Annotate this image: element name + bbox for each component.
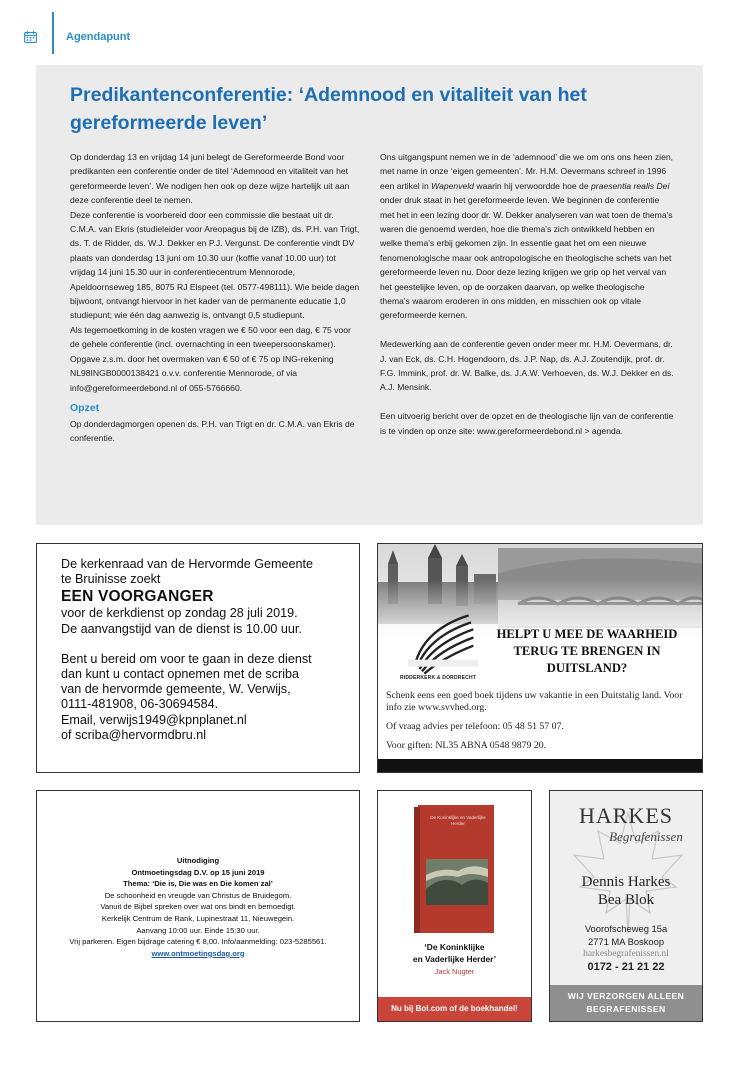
paragraph: Opgave z.s.m. door het overmaken van € 50 of € 75 op ING-rekening NL98INGB0000138421 o.v.v. conferentie Mennorode, of via info@gereformeerdebond.nl of 055-5766660. [70, 353, 334, 393]
article-column-left [70, 150, 360, 446]
ad-headline: HELPT U MEE DE WAARHEID TERUG TE BRENGEN IN DUITSLAND? [496, 627, 678, 675]
italic-term: praesentia realis Dei [591, 180, 670, 191]
calendar-icon [24, 31, 37, 43]
invitation-ad [36, 790, 360, 1022]
section-label: Agendapunt [66, 31, 131, 43]
subheading-opzet: Opzet [70, 401, 100, 414]
ad-line: van de hervormde gemeente, W. Verwijs, [61, 682, 291, 697]
ad-line: Schenk eens een goed boek tijdens uw vakantie in een Duitstalig land. Voor info zie www.svvhed.org. [386, 690, 683, 713]
invite-line: Thema: ‘Die is, Die was en Die komen zal’ [123, 879, 273, 889]
harkes-ad [549, 790, 703, 1022]
invite-line: Uitnodiging [176, 856, 220, 865]
brand-subtitle: Begrafenissen [609, 829, 683, 844]
invite-line: Vanuit de Bijbel spreken over wat ons bindt en bemoedigt. [100, 902, 296, 912]
article-title: Predikantenconferentie: ‘Ademnood en vitaliteit van het gereformeerde leven’ [70, 84, 587, 134]
paragraph: Ons uitgangspunt nemen we in de ‘ademnood’ die we om ons ons heen zien, met name in onze ‘eigen gemeenten’. Mr. H.M. Oevermans schreef in 1996 een artikel in Wapenveld waarin hij verwoordde hoe de praesentia realis Dei onder druk staat in het gereformeerde leven. We beginnen de conferentie met het in een lezing door dr. W. Dekker analyseren van wat toen de thema's waren die genoemd werden, hoe die thema's zich ontwikkeld hebben en welke thema's erbij gekomen zijn. In essentie gaat het om een nieuwe fenomenologische maar ook antropologische en theologische schets van het gereformeerde leven nu. Door deze lezing krijgen we grip op het verval van het geestelijke leven, op de oorzaken daarvan, op welke theologische thema's waarom eroderen in ons midden, en misschien ook op vitale gereformeerde kernen. [380, 152, 674, 321]
ad-line: 0111-481908, 06-30694584. [61, 697, 219, 712]
contact-names: Dennis Harkes Bea Blok [581, 874, 671, 908]
footer-bar [378, 759, 703, 772]
book-cover-title: De Koninklijke en Vaderlijke Herder [430, 815, 486, 826]
book-author: Jack Nugter [434, 967, 475, 976]
buy-banner[interactable]: Nu bij Bol.com of de boekhandel! [378, 997, 531, 1021]
ad-line: De aanvangstijd van de dienst is 10.00 uur. [61, 621, 302, 636]
ad-email[interactable]: Email, verwijs1949@kpnplanet.nl [61, 712, 247, 727]
invite-line: Aanvang 10:00 uur. Einde 15:30 uur. [136, 925, 260, 935]
brand-name: HARKES [578, 803, 673, 828]
invite-line: Vrij parkeren. Eigen bijdrage catering € 8,00. Info/aanmelding: 023-5285561. [69, 937, 327, 947]
ad-line: te Bruinisse zoekt [61, 572, 161, 587]
svvhed-ad [377, 543, 703, 773]
vacancy-ad [36, 543, 360, 773]
paragraph: Deze conferentie is voorbereid door een commissie die bestaat uit dr. C.M.A. van Ekris (studieleider voor Areopagus bij de IZB), ds. P.H. van Trigt, ds. T. de Ridder, ds. W.J. Dekker en P.J. Vergunst. De conferentie vindt DV plaats van donderdag 13 juni om 10.30 uur (koffie vanaf 10.00 uur) tot vrijdag 14 juni 15.30 uur in conferentiecentrum Mennorode, Apeldoornseweg 185, 8075 RJ Elspeet (tel. 0577-498111). Wie beide dagen bijwoont, ontvangt hiervoor in het kader van de permanente educatie 1,0 studiepunt; wie één dag aanwezig is, ontvangt 0,5 studiepunt. [70, 209, 360, 321]
ad-line: dan kunt u contact opnemen met de scriba [61, 667, 300, 682]
header-divider [52, 12, 54, 54]
ad-line: Of vraag advies per telefoon: 05 48 51 57 07. [386, 721, 564, 732]
paragraph: Op donderdag 13 en vrijdag 14 juni belegt de Gereformeerde Bond voor predikanten een conferentie onder de titel ‘Ademnood en vitaliteit van het gereformeerde leven’. We nodigen hen ook op deze wijze hartelijk uit aan deze conferentie deel te nemen. [70, 152, 350, 206]
svvhed-logo [408, 606, 478, 676]
website-link[interactable]: www.ontmoetingsdag.org [151, 948, 245, 958]
phone-number[interactable]: 0172 - 21 21 22 [587, 961, 665, 973]
invite-line: Kerkelijk Centrum de Rank, Lupinestraat 11, Nieuwegein. [101, 913, 295, 923]
ad-headline: EEN VOORGANGER [61, 588, 214, 606]
ad-line: voor de kerkdienst op zondag 28 juli 2019. [61, 606, 298, 621]
paragraph: Op donderdagmorgen openen ds. P.H. van Trigt en dr. C.M.A. van Ekris de conferentie. [70, 418, 355, 444]
paragraph: Als tegemoetkoming in de kosten vragen we € 50 voor een dag, € 75 voor de gehele conferentie (incl. overnachting in een tweepersoonskamer). [70, 324, 351, 350]
invite-line: Ontmoetingsdag D.V. op 15 juni 2019 [131, 867, 265, 877]
slogan-band: WIJ VERZORGEN ALLEEN BEGRAFENISSEN [550, 985, 702, 1021]
book-ad [377, 790, 532, 1022]
paragraph: Een uitvoerig bericht over de opzet en de theologische lijn van de conferentie is te vinden op onze site: www.gereformeerdebond.nl > agenda. [380, 411, 674, 436]
ad-email[interactable]: of scriba@hervormdbru.nl [61, 727, 207, 742]
agenda-article [36, 65, 703, 525]
contact-address: Voorofscheweg 15a 2771 MA Boskoop harkesbegrafenissen.nl 0172 - 21 21 22 [550, 922, 702, 974]
invite-line: De schoonheid en vreugde van Christus de Bruidegom. [104, 890, 292, 900]
svvhed-logo-text: RIDDERKERK & DORDRECHT [399, 675, 477, 681]
book-title: ‘De Koninklijke en Vaderlijke Herder’ [412, 942, 497, 964]
paragraph: Medewerking aan de conferentie geven onder meer mr. H.M. Oevermans, dr. J. van Eck, ds. C.H. Hogendoorn, ds. J.P. Nap, ds. A.J. Zoutendijk, prof. dr. F.G. Immink, prof. dr. W. Balke, ds. J.A.W. Verhoeven, ds. W.J. Dekker en ds. A.J. Mensink. [380, 339, 674, 393]
article-column-right [380, 150, 676, 438]
website-link[interactable]: harkesbegrafenissen.nl [583, 949, 669, 959]
italic-publication: Wapenveld [431, 180, 474, 191]
ad-line: Bent u bereid om voor te gaan in deze dienst [61, 651, 312, 666]
ad-line: De kerkenraad van de Hervormde Gemeente [61, 557, 314, 571]
ad-line: Voor giften: NL35 ABNA 0548 9879 20. [386, 740, 547, 751]
page-header [0, 0, 738, 62]
ad-body [386, 690, 696, 752]
